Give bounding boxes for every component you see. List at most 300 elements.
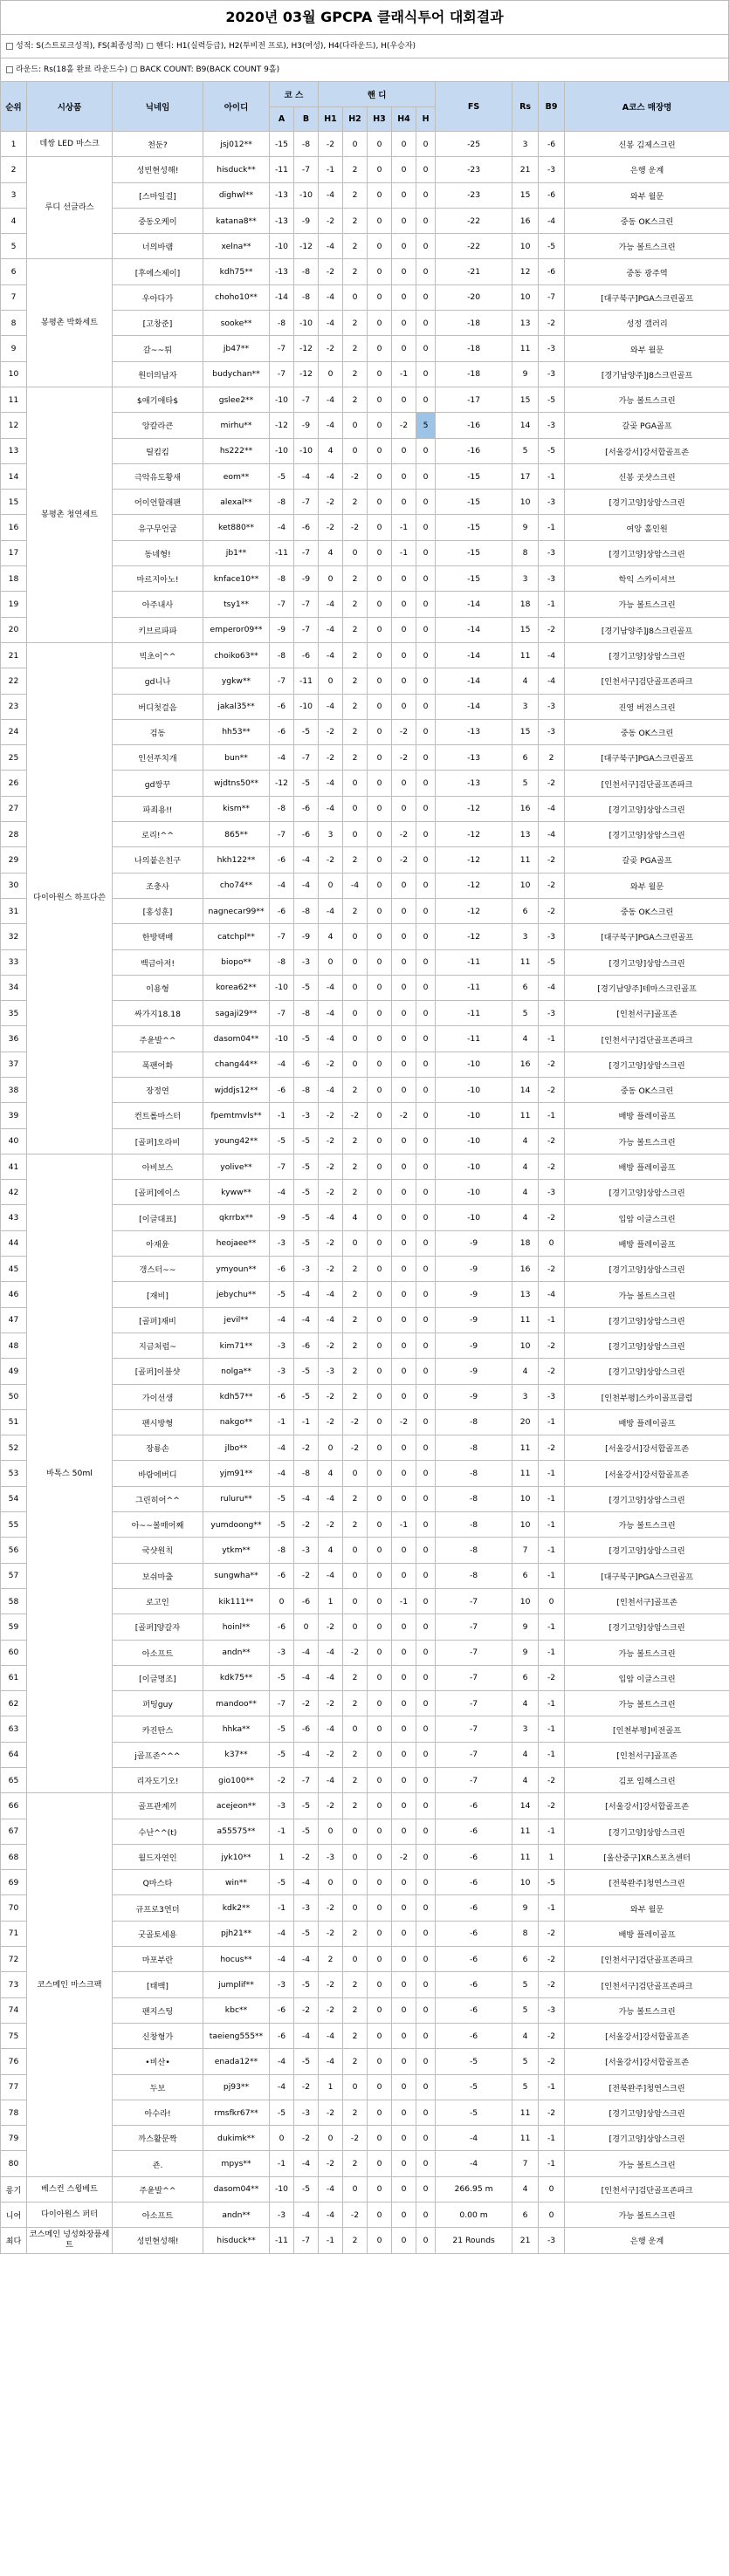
h4-cell: 0 [392, 949, 416, 975]
h-cell: 0 [416, 592, 436, 617]
id-cell: cho74** [203, 873, 270, 898]
nickname-cell: 동네형! [113, 540, 203, 565]
nickname-cell: [골퍼]재비 [113, 1307, 203, 1333]
h2-cell: 0 [343, 1230, 368, 1256]
fs-cell: -20 [436, 284, 512, 310]
b9-cell: -2 [539, 311, 565, 336]
b-cell: -7 [294, 1768, 319, 1793]
rank-cell: 53 [1, 1461, 27, 1486]
a-cell: -7 [270, 1001, 294, 1026]
id-cell: sungwha** [203, 1563, 270, 1588]
store-cell: 학익 스카이셔브 [565, 566, 729, 592]
a-cell: -6 [270, 1077, 294, 1102]
id-cell: nolga** [203, 1359, 270, 1384]
h2-cell: 0 [343, 132, 368, 157]
store-cell: 와부 월문 [565, 1895, 729, 1921]
h-cell: 0 [416, 1384, 436, 1409]
b9-cell: -5 [539, 234, 565, 259]
id-cell: ymyoun** [203, 1257, 270, 1282]
h2-cell: 2 [343, 1077, 368, 1102]
id-cell: 865** [203, 822, 270, 847]
fs-cell: -14 [436, 592, 512, 617]
b-cell: -6 [294, 796, 319, 821]
nickname-cell: Q마스타 [113, 1870, 203, 1895]
rank-cell: 19 [1, 592, 27, 617]
fs-cell: -6 [436, 1793, 512, 1819]
rank-cell: 29 [1, 847, 27, 873]
h-cell: 0 [416, 642, 436, 668]
id-cell: jumplif** [203, 1972, 270, 1997]
h1-cell: -2 [319, 1257, 343, 1282]
h-cell: 0 [416, 490, 436, 515]
nickname-cell: 그린히어^^ [113, 1486, 203, 1511]
fs-cell: -12 [436, 873, 512, 898]
table-row [1, 1793, 729, 1819]
b-cell: -8 [294, 1001, 319, 1026]
b9-cell: -1 [539, 2074, 565, 2100]
h2-cell: 2 [343, 1384, 368, 1409]
h-cell: 0 [416, 361, 436, 387]
nickname-cell: [골퍼]양갈자 [113, 1614, 203, 1640]
a-cell: -6 [270, 2023, 294, 2048]
h1-cell: 0 [319, 949, 343, 975]
b9-cell: -1 [539, 1538, 565, 1563]
h-cell: 0 [416, 1052, 436, 1077]
fs-cell: -15 [436, 566, 512, 592]
b9-cell: -5 [539, 1870, 565, 1895]
b-cell: -8 [294, 284, 319, 310]
venue-cell: 봉평촌 청연세트 [27, 387, 113, 642]
h-cell: 0 [416, 873, 436, 898]
fs-cell: -11 [436, 949, 512, 975]
fs-cell: -11 [436, 975, 512, 1000]
store-cell: [인천부평]비전골프 [565, 1716, 729, 1742]
special-row [1, 2228, 729, 2253]
h1-cell: -4 [319, 182, 343, 208]
fs-cell: -8 [436, 1538, 512, 1563]
h3-cell: 0 [368, 2176, 392, 2202]
h2-cell: 2 [343, 1665, 368, 1690]
h1-cell: 0 [319, 1870, 343, 1895]
h3-cell: 0 [368, 387, 392, 412]
rs-cell: 4 [512, 2176, 539, 2202]
venue-cell: 코스메인 마스크팩 [27, 1793, 113, 2176]
id-cell: biopo** [203, 949, 270, 975]
b-cell: -3 [294, 1895, 319, 1921]
rs-cell: 9 [512, 1614, 539, 1640]
rank-cell: 58 [1, 1588, 27, 1613]
fs-cell: -7 [436, 1768, 512, 1793]
h4-cell: 0 [392, 157, 416, 182]
h1-cell: -4 [319, 592, 343, 617]
rank-cell: 52 [1, 1435, 27, 1461]
h2-cell: 2 [343, 1359, 368, 1384]
rank-cell: 9 [1, 336, 27, 361]
nickname-cell: 아비보스 [113, 1154, 203, 1179]
id-cell: jyk10** [203, 1844, 270, 1869]
rs-cell: 9 [512, 1640, 539, 1665]
h2-cell: -2 [343, 1435, 368, 1461]
h3-cell: 0 [368, 1614, 392, 1640]
b9-cell: -2 [539, 1665, 565, 1690]
h-cell: 0 [416, 259, 436, 284]
store-cell: [경기고양]상암스크린 [565, 2126, 729, 2151]
h-cell: 0 [416, 1359, 436, 1384]
fs-cell: 21 Rounds [436, 2228, 512, 2253]
h1-cell: -2 [319, 1230, 343, 1256]
b-cell: -5 [294, 1026, 319, 1052]
h3-cell: 0 [368, 1384, 392, 1409]
h1-cell: -4 [319, 311, 343, 336]
store-cell: [서울강서]강서합골프존 [565, 1435, 729, 1461]
b-cell: -11 [294, 668, 319, 694]
rs-cell: 10 [512, 1512, 539, 1538]
h1-cell: -4 [319, 1307, 343, 1333]
rank-cell: 45 [1, 1257, 27, 1282]
h4-cell: 0 [392, 2100, 416, 2125]
h3-cell: 0 [368, 1409, 392, 1435]
rank-cell: 27 [1, 796, 27, 821]
store-cell: 배방 플레이골프 [565, 1409, 729, 1435]
h1-cell: -2 [319, 1793, 343, 1819]
store-cell: [경기고양]상암스크린 [565, 822, 729, 847]
h3-cell: 0 [368, 642, 392, 668]
store-cell: [대구북구]PGA스크린골프 [565, 284, 729, 310]
h4-cell: -2 [392, 1409, 416, 1435]
store-cell: [인천서구]검단골프존파크 [565, 771, 729, 796]
store-cell: [인천서구]검단골프존파크 [565, 2176, 729, 2202]
b9-cell: 0 [539, 2176, 565, 2202]
store-cell: 가능 볼트스크린 [565, 2203, 729, 2228]
id-cell: ruluru** [203, 1486, 270, 1511]
a-cell: -11 [270, 157, 294, 182]
nickname-cell: 바람에버디 [113, 1461, 203, 1486]
h-cell: 0 [416, 822, 436, 847]
id-cell: hocus** [203, 1947, 270, 1972]
fs-cell: -4 [436, 2151, 512, 2176]
a-cell: -15 [270, 132, 294, 157]
b-cell: -6 [294, 1333, 319, 1358]
rank-cell: 62 [1, 1691, 27, 1716]
h3-cell: 0 [368, 1257, 392, 1282]
h1-cell: 2 [319, 1947, 343, 1972]
a-cell: -8 [270, 949, 294, 975]
fs-cell: -16 [436, 413, 512, 438]
h1-cell: -2 [319, 1614, 343, 1640]
nickname-cell: gd쌍꾸 [113, 771, 203, 796]
rank-cell: 22 [1, 668, 27, 694]
fs-cell: -10 [436, 1077, 512, 1102]
h-cell: 0 [416, 2126, 436, 2151]
h-cell: 0 [416, 1895, 436, 1921]
fs-cell: -8 [436, 1409, 512, 1435]
a-cell: -13 [270, 208, 294, 233]
h1-cell: 0 [319, 1819, 343, 1844]
nickname-cell: 극악유도황새 [113, 463, 203, 489]
h4-cell: -2 [392, 1844, 416, 1869]
store-cell: 가능 볼트스크린 [565, 234, 729, 259]
a-cell: -5 [270, 1282, 294, 1307]
rs-cell: 10 [512, 1870, 539, 1895]
rs-cell: 4 [512, 1128, 539, 1154]
rs-cell: 3 [512, 566, 539, 592]
h4-cell: 0 [392, 1716, 416, 1742]
rank-cell: 59 [1, 1614, 27, 1640]
h2-cell: 2 [343, 387, 368, 412]
b-cell: -5 [294, 1154, 319, 1179]
b9-cell: 0 [539, 1230, 565, 1256]
a-cell: -5 [270, 1870, 294, 1895]
b9-cell: -2 [539, 617, 565, 642]
b9-cell: -3 [539, 336, 565, 361]
id-cell: enada12** [203, 2049, 270, 2074]
h3-cell: 0 [368, 132, 392, 157]
a-cell: -6 [270, 694, 294, 719]
id-cell: nakgo** [203, 1409, 270, 1435]
h4-cell: 0 [392, 694, 416, 719]
h-cell: 0 [416, 1640, 436, 1665]
h2-cell: 2 [343, 642, 368, 668]
h2-cell: 0 [343, 1461, 368, 1486]
rs-cell: 11 [512, 1435, 539, 1461]
store-cell: [경기고양]상암스크린 [565, 1257, 729, 1282]
b-cell: -3 [294, 1538, 319, 1563]
a-cell: -7 [270, 822, 294, 847]
fs-cell: -9 [436, 1230, 512, 1256]
h4-cell: 0 [392, 259, 416, 284]
rs-cell: 11 [512, 1307, 539, 1333]
nickname-cell: 갱스터~~ [113, 1257, 203, 1282]
id-cell: chang44** [203, 1052, 270, 1077]
b9-cell: -2 [539, 1435, 565, 1461]
fs-cell: 266.95 m [436, 2176, 512, 2202]
h-cell: 5 [416, 413, 436, 438]
b-cell: -4 [294, 1282, 319, 1307]
h2-cell: 0 [343, 1614, 368, 1640]
b-cell: -10 [294, 694, 319, 719]
id-cell: jsj012** [203, 132, 270, 157]
b9-cell: -1 [539, 1026, 565, 1052]
id-cell: jevil** [203, 1307, 270, 1333]
h4-cell: 0 [392, 1359, 416, 1384]
b-cell: -4 [294, 1486, 319, 1511]
a-cell: -4 [270, 2074, 294, 2100]
id-cell: kism** [203, 796, 270, 821]
h1-cell: -2 [319, 847, 343, 873]
h1-cell: -4 [319, 771, 343, 796]
h4-cell: 0 [392, 2228, 416, 2253]
nickname-cell: 키브르파파 [113, 617, 203, 642]
h4-cell: 0 [392, 1947, 416, 1972]
b-cell: -4 [294, 1307, 319, 1333]
nickname-cell: 앙칼라큰 [113, 413, 203, 438]
h3-cell: 0 [368, 1691, 392, 1716]
rs-cell: 4 [512, 2023, 539, 2048]
store-cell: [경기고양]상암스크린 [565, 1614, 729, 1640]
h4-cell: 0 [392, 668, 416, 694]
b-cell: -4 [294, 2203, 319, 2228]
rs-cell: 5 [512, 2049, 539, 2074]
h4-cell: 0 [392, 336, 416, 361]
h2-cell: 0 [343, 1895, 368, 1921]
b-cell: -5 [294, 2049, 319, 2074]
h4-cell: 0 [392, 132, 416, 157]
store-cell: 중동 OK스크린 [565, 719, 729, 744]
rs-cell: 21 [512, 2228, 539, 2253]
rs-cell: 16 [512, 1257, 539, 1282]
a-cell: 0 [270, 2126, 294, 2151]
store-cell: [경기고양]상암스크린 [565, 540, 729, 565]
rank-cell: 61 [1, 1665, 27, 1690]
nickname-cell: 틸킴킴 [113, 438, 203, 463]
fs-cell: -22 [436, 208, 512, 233]
id-cell: choiko63** [203, 642, 270, 668]
b-cell: -12 [294, 361, 319, 387]
rank-cell: 11 [1, 387, 27, 412]
nickname-cell: 인선푸치개 [113, 745, 203, 771]
a-cell: -5 [270, 463, 294, 489]
h4-cell: 0 [392, 1282, 416, 1307]
h4-cell: 0 [392, 1154, 416, 1179]
rs-cell: 14 [512, 413, 539, 438]
h3-cell: 0 [368, 311, 392, 336]
id-cell: jebychu** [203, 1282, 270, 1307]
h2-cell: 0 [343, 540, 368, 565]
h2-cell: 2 [343, 1997, 368, 2023]
id-cell: heojaee** [203, 1230, 270, 1256]
b-cell: -6 [294, 642, 319, 668]
nickname-cell: 성빈현성해! [113, 157, 203, 182]
a-cell: -8 [270, 566, 294, 592]
h-cell: 0 [416, 540, 436, 565]
nickname-cell: 아재윤 [113, 1230, 203, 1256]
id-cell: nagnecar99** [203, 898, 270, 923]
store-cell: [인천서구]검단골프존파크 [565, 1972, 729, 1997]
rank-cell: 34 [1, 975, 27, 1000]
b-cell: -10 [294, 311, 319, 336]
rank-cell: 23 [1, 694, 27, 719]
h-cell: 0 [416, 387, 436, 412]
h3-cell: 0 [368, 157, 392, 182]
h4-cell: -1 [392, 1588, 416, 1613]
h4-cell: 0 [392, 1640, 416, 1665]
id-cell: win** [203, 1870, 270, 1895]
id-cell: fpemtmvls** [203, 1103, 270, 1128]
id-cell: acejeon** [203, 1793, 270, 1819]
nickname-cell: 이용형 [113, 975, 203, 1000]
b9-cell: -1 [539, 1461, 565, 1486]
b9-cell: -4 [539, 642, 565, 668]
h1-cell: -4 [319, 975, 343, 1000]
h4-cell: -1 [392, 515, 416, 540]
b-cell: -2 [294, 1997, 319, 2023]
a-cell: -3 [270, 1359, 294, 1384]
nickname-cell: 어이언할래팬 [113, 490, 203, 515]
rs-cell: 10 [512, 873, 539, 898]
id-cell: gio100** [203, 1768, 270, 1793]
b-cell: -4 [294, 2151, 319, 2176]
b-cell: -10 [294, 182, 319, 208]
id-cell: sagaji29** [203, 1001, 270, 1026]
b9-cell: -2 [539, 1257, 565, 1282]
a-cell: -6 [270, 1997, 294, 2023]
store-cell: [경기고양]상암스크린 [565, 490, 729, 515]
store-cell: 가능 볼트스크린 [565, 2151, 729, 2176]
h2-cell: 2 [343, 1742, 368, 1767]
b9-cell: -1 [539, 1512, 565, 1538]
b-cell: -5 [294, 975, 319, 1000]
a-cell: -4 [270, 1052, 294, 1077]
b9-cell: -4 [539, 975, 565, 1000]
nickname-cell: 보쉬마출 [113, 1563, 203, 1588]
nickname-cell: [골퍼]이블샷 [113, 1359, 203, 1384]
id-cell: mandoo** [203, 1691, 270, 1716]
h4-cell: 0 [392, 2049, 416, 2074]
h3-cell: 0 [368, 1359, 392, 1384]
nickname-cell: 수난^^(t) [113, 1819, 203, 1844]
a-cell: -1 [270, 2151, 294, 2176]
venue-cell: 다이아원스 하프다쓴 [27, 642, 113, 1154]
b9-cell: -3 [539, 1384, 565, 1409]
h1-cell: -2 [319, 1895, 343, 1921]
table-row [1, 387, 729, 412]
store-cell: 배방 플레이골프 [565, 1103, 729, 1128]
venue-cell: 베스컨 스윙베트 [27, 2176, 113, 2202]
nickname-cell: 로리!^^ [113, 822, 203, 847]
rs-cell: 4 [512, 1180, 539, 1205]
h3-cell: 0 [368, 1947, 392, 1972]
fs-cell: -10 [436, 1205, 512, 1230]
a-cell: -4 [270, 745, 294, 771]
fs-cell: -11 [436, 1001, 512, 1026]
h-cell: 0 [416, 1180, 436, 1205]
h2-cell: 2 [343, 1257, 368, 1282]
b9-cell: -4 [539, 1282, 565, 1307]
a-cell: -7 [270, 1691, 294, 1716]
store-cell: [대구북구]PGA스크린골프 [565, 1563, 729, 1588]
b9-cell: -1 [539, 1614, 565, 1640]
header-h3: H3 [368, 107, 392, 132]
nickname-cell: 성빈현성해! [113, 2228, 203, 2253]
b-cell: -12 [294, 336, 319, 361]
rank-cell: 14 [1, 463, 27, 489]
id-cell: catchpl** [203, 924, 270, 949]
store-cell: 은행 운계 [565, 157, 729, 182]
b9-cell: -4 [539, 822, 565, 847]
fs-cell: -8 [436, 1563, 512, 1588]
h1-cell: 4 [319, 1461, 343, 1486]
header-rank: 순위 [1, 82, 27, 132]
h1-cell: 4 [319, 438, 343, 463]
store-cell: 김포 임해스크린 [565, 1768, 729, 1793]
h-cell: 0 [416, 2203, 436, 2228]
b9-cell: -3 [539, 1997, 565, 2023]
h3-cell: 0 [368, 1205, 392, 1230]
rs-cell: 15 [512, 182, 539, 208]
store-cell: 성정 갤러리 [565, 311, 729, 336]
h4-cell: 0 [392, 387, 416, 412]
h2-cell: 2 [343, 361, 368, 387]
h4-cell: 0 [392, 1691, 416, 1716]
a-cell: -4 [270, 1921, 294, 1946]
h3-cell: 0 [368, 182, 392, 208]
h1-cell: -4 [319, 1665, 343, 1690]
h-cell: 0 [416, 1844, 436, 1869]
rank-cell: 80 [1, 2151, 27, 2176]
nickname-cell: 원더의남자 [113, 361, 203, 387]
rs-cell: 11 [512, 949, 539, 975]
store-cell: [인천서구]골프존 [565, 1001, 729, 1026]
